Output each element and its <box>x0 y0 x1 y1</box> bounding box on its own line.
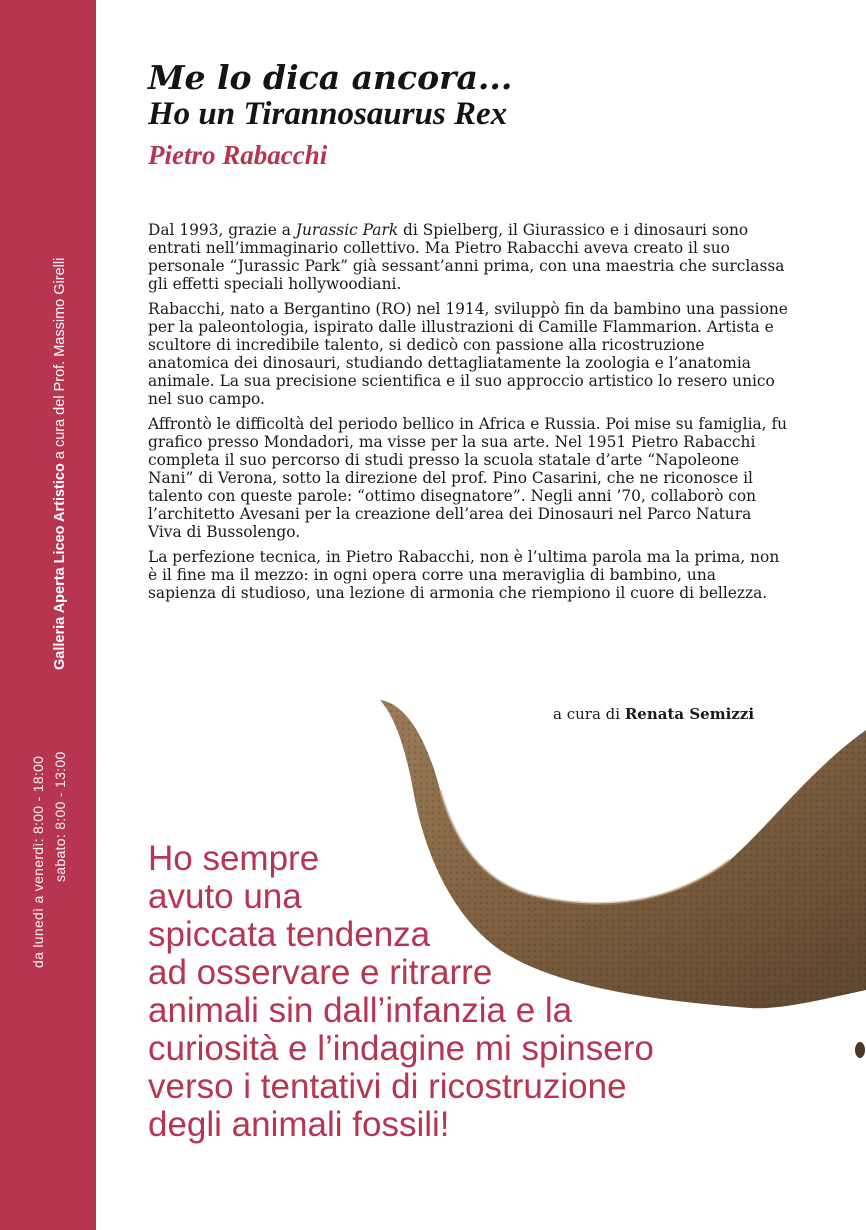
author-name: Pietro Rabacchi <box>148 140 328 170</box>
sidebar-band <box>0 0 96 1230</box>
gallery-credit <box>52 258 68 670</box>
quote-line: avuto una <box>148 877 302 916</box>
title-line-1: Me lo dica ancora... <box>148 58 513 97</box>
article-paragraph-1 <box>148 221 788 293</box>
article-body <box>148 221 788 609</box>
article-paragraph-4: La perfezione tecnica, in Pietro Rabacchi, non è l’ultima parola ma la prima, non è il fine ma il mezzo: in ogni opera corre una meraviglia di bambino, una sapienza di studioso, una lezione di armonia che riempiono il cuore di bellezza. <box>148 548 780 602</box>
p1-text-a: Dal 1993, grazie a <box>148 221 296 239</box>
quote-line: degli animali fossili! <box>148 1105 450 1144</box>
opening-hours-weekdays: da lunedì a venerdì: 8:00 - 18:00 <box>30 755 46 968</box>
article-paragraph-3: Affrontò le difficoltà del periodo bellico in Africa e Russia. Poi mise su famiglia, fu grafico presso Mondadori, ma visse per la sua arte. Nel 1951 Pietro Rabacchi completa il suo percorso di studi presso la scuola statale d’arte “Napoleone Nani” di Verona, sotto la direzione del prof. Pino Casarini, che ne riconosce il talento con queste parole: “ottimo disegnatore”. Negli anni ’70, collaborò con l’architetto Avesani per la creazione dell’area dei Dinosauri nel Parco Natura Viva di Bussolengo. <box>148 415 788 541</box>
credit-prefix: a cura di <box>553 705 625 723</box>
opening-hours-saturday: sabato: 8:00 - 13:00 <box>52 751 68 882</box>
article-paragraph-2: Rabacchi, nato a Bergantino (RO) nel 1914, sviluppò fin da bambino una passione per la paleontologia, ispirato dalle illustrazioni di Camille Flammarion. Artista e scultore di incredibile talento, si dedicò con passione alla ricostruzione anatomica dei dinosauri, studiando dettagliatamente la zoologia e l’anatomia animale. La sua precisione scientifica e il suo approccio artistico lo resero unico nel suo campo. <box>148 300 788 408</box>
quote-line: ad osservare e ritrarre <box>148 953 493 992</box>
p1-text-b: di Spielberg, il Giurassico e i dinosauri sono entrati nell’immaginario collettivo. Ma Pietro Rabacchi aveva creato il suo personale “Jurassic Park” già sessant’anni prima, con una maestria che surclassa gli effetti speciali hollywoodiani. <box>148 221 785 293</box>
quote-line: animali sin dall’infanzia e la <box>148 991 573 1030</box>
gallery-curator: a cura del Prof. Massimo Girelli <box>52 257 68 464</box>
credit-name: Renata Semizzi <box>624 705 755 723</box>
quote-line: spiccata tendenza <box>148 915 431 954</box>
quote-line: curiosità e l’indagine mi spinsero <box>148 1029 654 1068</box>
quote-line: verso i tentativi di ricostruzione <box>148 1067 627 1106</box>
title-line-2: Ho un Tirannosaurus Rex <box>148 96 508 132</box>
quote-line: Ho sempre <box>148 839 320 878</box>
gallery-name: Galleria Aperta Liceo Artistico <box>52 463 68 670</box>
pull-quote <box>148 840 708 1144</box>
p1-film-title: Jurassic Park <box>295 221 399 239</box>
